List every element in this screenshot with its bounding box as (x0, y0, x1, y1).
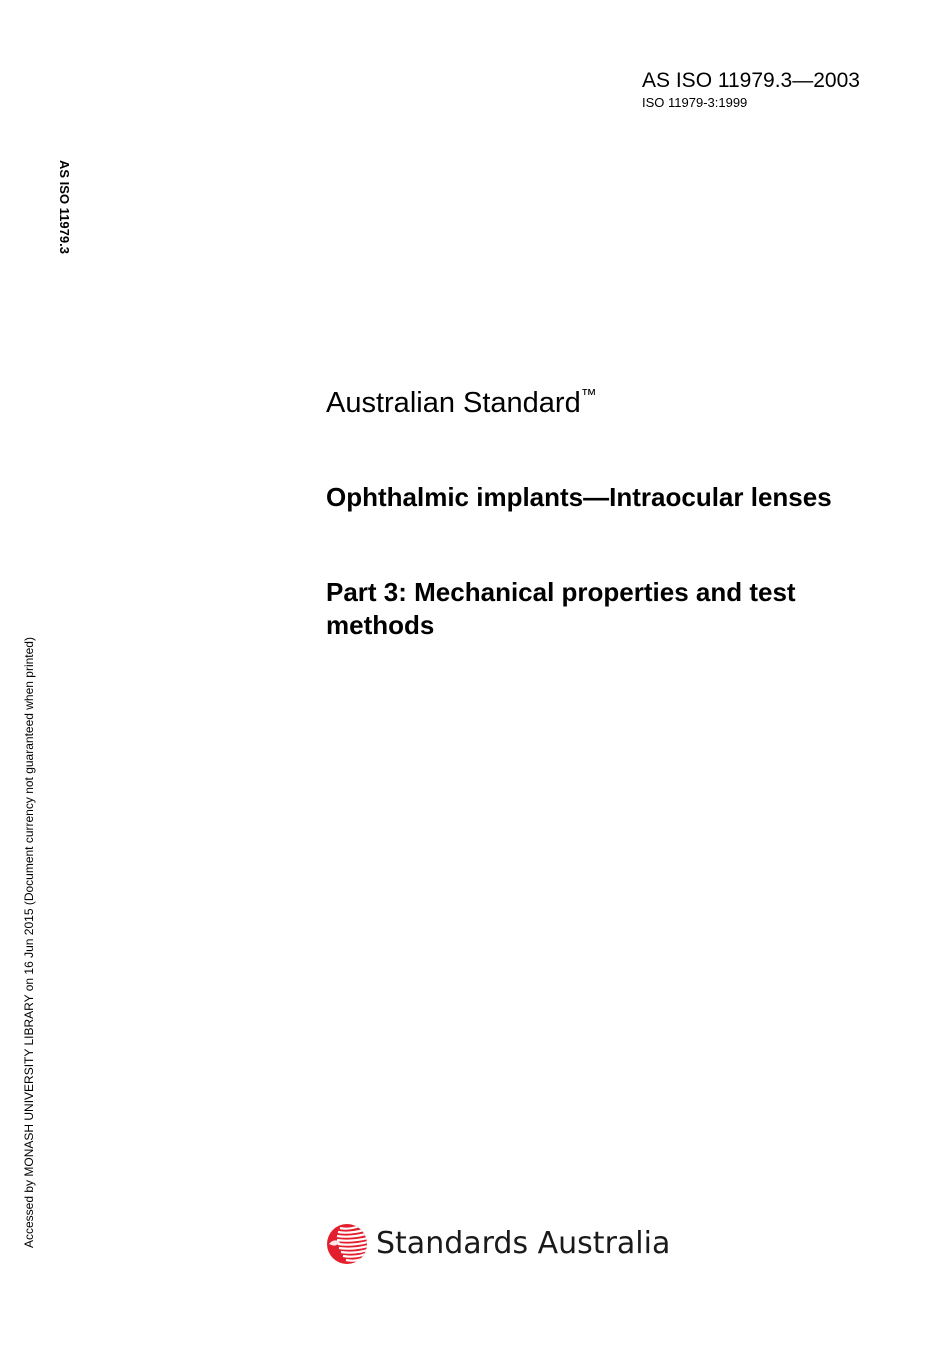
trademark-symbol: ™ (580, 387, 597, 404)
brand-text: Australian Standard (326, 387, 581, 419)
publisher-name: Standards Australia (376, 1226, 671, 1261)
publisher-logo (326, 1222, 670, 1266)
iso-number: ISO 11979-3:1999 (642, 95, 748, 110)
spine-label: AS ISO 11979.3 (57, 160, 72, 254)
document-title: Ophthalmic implants—Intraocular lenses (326, 482, 832, 512)
standard-number: AS ISO 11979.3—2003 (642, 69, 860, 92)
standards-australia-emblem-icon (326, 1222, 368, 1266)
document-subtitle: Part 3: Mechanical properties and test methods (326, 577, 796, 640)
access-note: Accessed by MONASH UNIVERSITY LIBRARY on 16 Jun 2015 (Document currency not guaranteed when printed) (22, 637, 36, 1248)
brand-heading (326, 378, 597, 421)
